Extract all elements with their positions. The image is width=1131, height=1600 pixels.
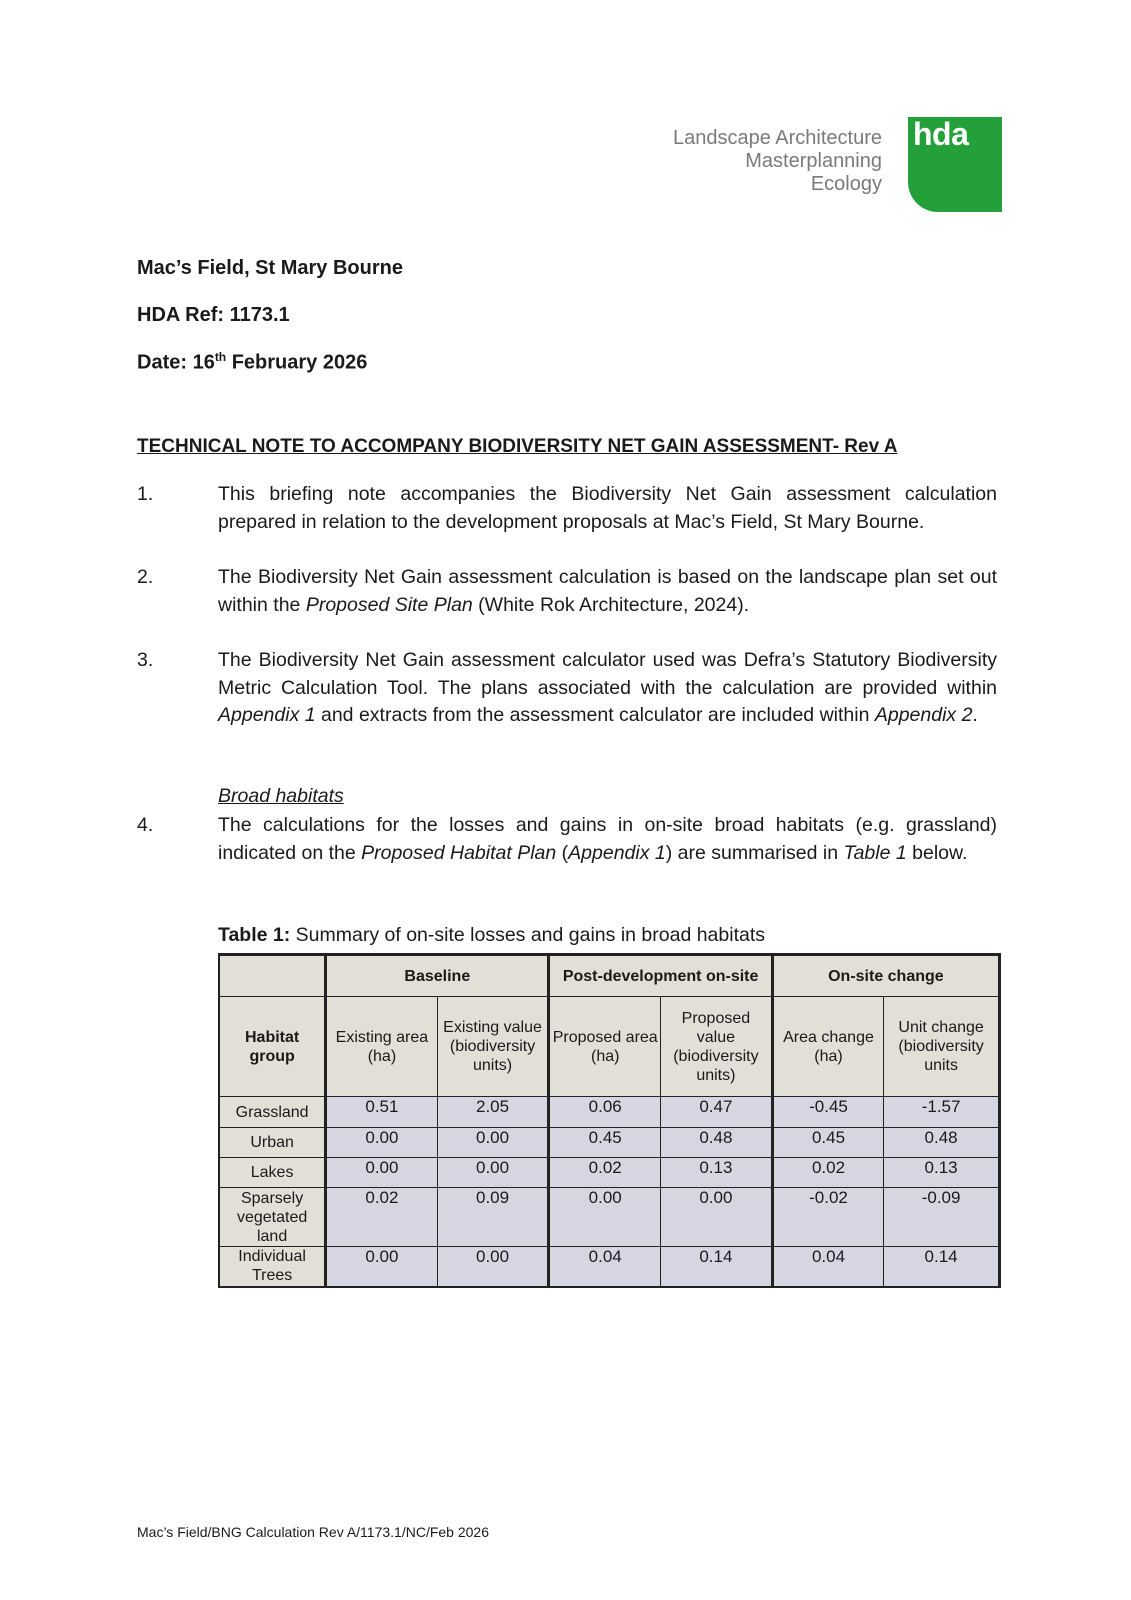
- column-header-unit-change: Unit change (biodiversity units: [884, 997, 1000, 1097]
- table-row: [219, 1247, 1000, 1287]
- table-cell: 0.14: [884, 1247, 1000, 1287]
- table-cell: 0.45: [549, 1128, 661, 1158]
- table-cell: 0.47: [661, 1097, 773, 1128]
- table-cell: 0.04: [549, 1247, 661, 1287]
- logo-line-3: Ecology: [810, 173, 882, 195]
- plan-reference: Proposed Habitat Plan: [361, 841, 557, 864]
- table-caption: [218, 924, 765, 947]
- logo-line-2: Masterplanning: [745, 150, 882, 172]
- table-row: [219, 1097, 1000, 1128]
- table-row: [219, 1188, 1000, 1247]
- column-header-proposed-area: Proposed area (ha): [549, 997, 661, 1097]
- habitat-label: Grassland: [219, 1097, 326, 1128]
- group-header-onsite-change: On-site change: [772, 955, 999, 997]
- paragraph-number: 1.: [137, 483, 154, 505]
- column-header-area-change: Area change (ha): [772, 997, 883, 1097]
- paragraph-2: [137, 564, 997, 619]
- site-name: Mac’s Field, St Mary Bourne: [137, 257, 403, 279]
- habitat-label: Lakes: [219, 1158, 326, 1188]
- table-cell: 0.02: [326, 1188, 437, 1247]
- paragraph-text: [218, 812, 997, 867]
- appendix-reference: Appendix 1: [568, 841, 666, 864]
- table-cell: 0.48: [884, 1128, 1000, 1158]
- logo-line-1: Landscape Architecture: [672, 127, 882, 149]
- appendix-reference: Appendix 2: [874, 704, 973, 726]
- table-caption-text: Summary of on-site losses and gains in broad habitats: [290, 924, 766, 946]
- table-cell: 0.02: [549, 1158, 661, 1188]
- table-cell: 0.04: [772, 1247, 883, 1287]
- column-header-proposed-value: Proposed value (biodiversity units): [661, 997, 773, 1097]
- habitat-label: Urban: [219, 1128, 326, 1158]
- page-footer: Mac’s Field/BNG Calculation Rev A/1173.1/NC/Feb 2026: [137, 1524, 489, 1540]
- table-cell: -1.57: [884, 1097, 1000, 1128]
- section-subheading: Broad habitats: [218, 785, 344, 807]
- paragraph-text: [218, 647, 997, 730]
- table-cell: 0.09: [437, 1188, 549, 1247]
- column-header-habitat-group: Habitat group: [219, 997, 326, 1097]
- text-run: .: [972, 704, 978, 726]
- paragraph-number: 3.: [137, 649, 154, 671]
- table-cell: 0.02: [772, 1158, 883, 1188]
- table-cell: 0.00: [326, 1158, 437, 1188]
- habitat-label: Sparsely vegetated land: [219, 1188, 326, 1247]
- table-column-header-row: [219, 997, 1000, 1097]
- group-header-post-development: Post-development on-site: [549, 955, 772, 997]
- table-cell: 0.51: [326, 1097, 437, 1128]
- table-cell: -0.09: [884, 1188, 1000, 1247]
- text-run: (White Rok Architecture, 2024).: [472, 593, 750, 616]
- date-month-year: February 2026: [226, 351, 368, 374]
- table-group-header-row: [219, 955, 1000, 997]
- paragraph-number: 2.: [137, 566, 154, 588]
- table-cell: 0.06: [549, 1097, 661, 1128]
- table-cell: 0.48: [661, 1128, 773, 1158]
- paragraph-number: 4.: [137, 814, 154, 836]
- text-run: below.: [906, 841, 968, 864]
- table-cell: 0.45: [772, 1128, 883, 1158]
- logo-mark-text: hda: [913, 117, 969, 152]
- text-run: (: [556, 841, 569, 864]
- table-row: [219, 1128, 1000, 1158]
- company-logo: [650, 117, 1002, 212]
- appendix-reference: Appendix 1: [218, 704, 316, 726]
- text-run: and extracts from the assessment calculator are included within: [315, 704, 875, 726]
- table-caption-label: Table 1:: [218, 924, 291, 946]
- text-run: The Biodiversity Net Gain assessment calculator used was Defra’s Statutory Biodiversity Metric Calculation Tool. The plans associated with the calculation are provided within: [218, 649, 997, 699]
- text-run: ) are summarised in: [665, 841, 844, 864]
- text-run: The Biodiversity Net Gain assessment calculation is based on the landscape plan set out within the: [218, 566, 997, 616]
- table-cell: 0.00: [549, 1188, 661, 1247]
- table-row: [219, 1158, 1000, 1188]
- table-cell: 0.00: [661, 1188, 773, 1247]
- table-cell: 0.00: [326, 1128, 437, 1158]
- table-cell: 0.00: [437, 1128, 549, 1158]
- paragraph-4: [137, 812, 997, 867]
- date-prefix: Date: 16: [137, 351, 215, 374]
- hda-ref: HDA Ref: 1173.1: [137, 304, 290, 326]
- table-cell: 0.00: [437, 1247, 549, 1287]
- table-cell: -0.45: [772, 1097, 883, 1128]
- table-header-blank: [219, 955, 326, 997]
- table-cell: 2.05: [437, 1097, 549, 1128]
- paragraph-1: [137, 481, 997, 536]
- date-suffix-ordinal: th: [214, 350, 227, 364]
- column-header-existing-value: Existing value (biodiversity units): [437, 997, 549, 1097]
- document-heading: TECHNICAL NOTE TO ACCOMPANY BIODIVERSITY NET GAIN ASSESSMENT- Rev A: [137, 436, 898, 457]
- table-cell: 0.14: [661, 1247, 773, 1287]
- paragraph-3: [137, 647, 997, 730]
- table-reference: Table 1: [843, 841, 907, 864]
- paragraph-text: [218, 564, 997, 619]
- document-reference: Proposed Site Plan: [305, 593, 473, 616]
- text-run: The calculations for the losses and gains in on-site broad habitats (e.g. grassland) indicated on the: [218, 814, 997, 864]
- habitat-label: Individual Trees: [219, 1247, 326, 1287]
- table-cell: 0.00: [437, 1158, 549, 1188]
- column-header-existing-area: Existing area (ha): [326, 997, 437, 1097]
- table-cell: 0.13: [661, 1158, 773, 1188]
- paragraph-text: This briefing note accompanies the Biodiversity Net Gain assessment calculation prepared in relation to the development proposals at Mac’s Field, St Mary Bourne.: [218, 483, 997, 533]
- logo-mark: [908, 117, 1002, 212]
- table-cell: 0.00: [326, 1247, 437, 1287]
- document-date: [137, 350, 367, 375]
- logo-tagline: [673, 127, 882, 196]
- table-cell: -0.02: [772, 1188, 883, 1247]
- table-cell: 0.13: [884, 1158, 1000, 1188]
- habitat-summary-table: [218, 953, 1001, 1288]
- group-header-baseline: Baseline: [326, 955, 549, 997]
